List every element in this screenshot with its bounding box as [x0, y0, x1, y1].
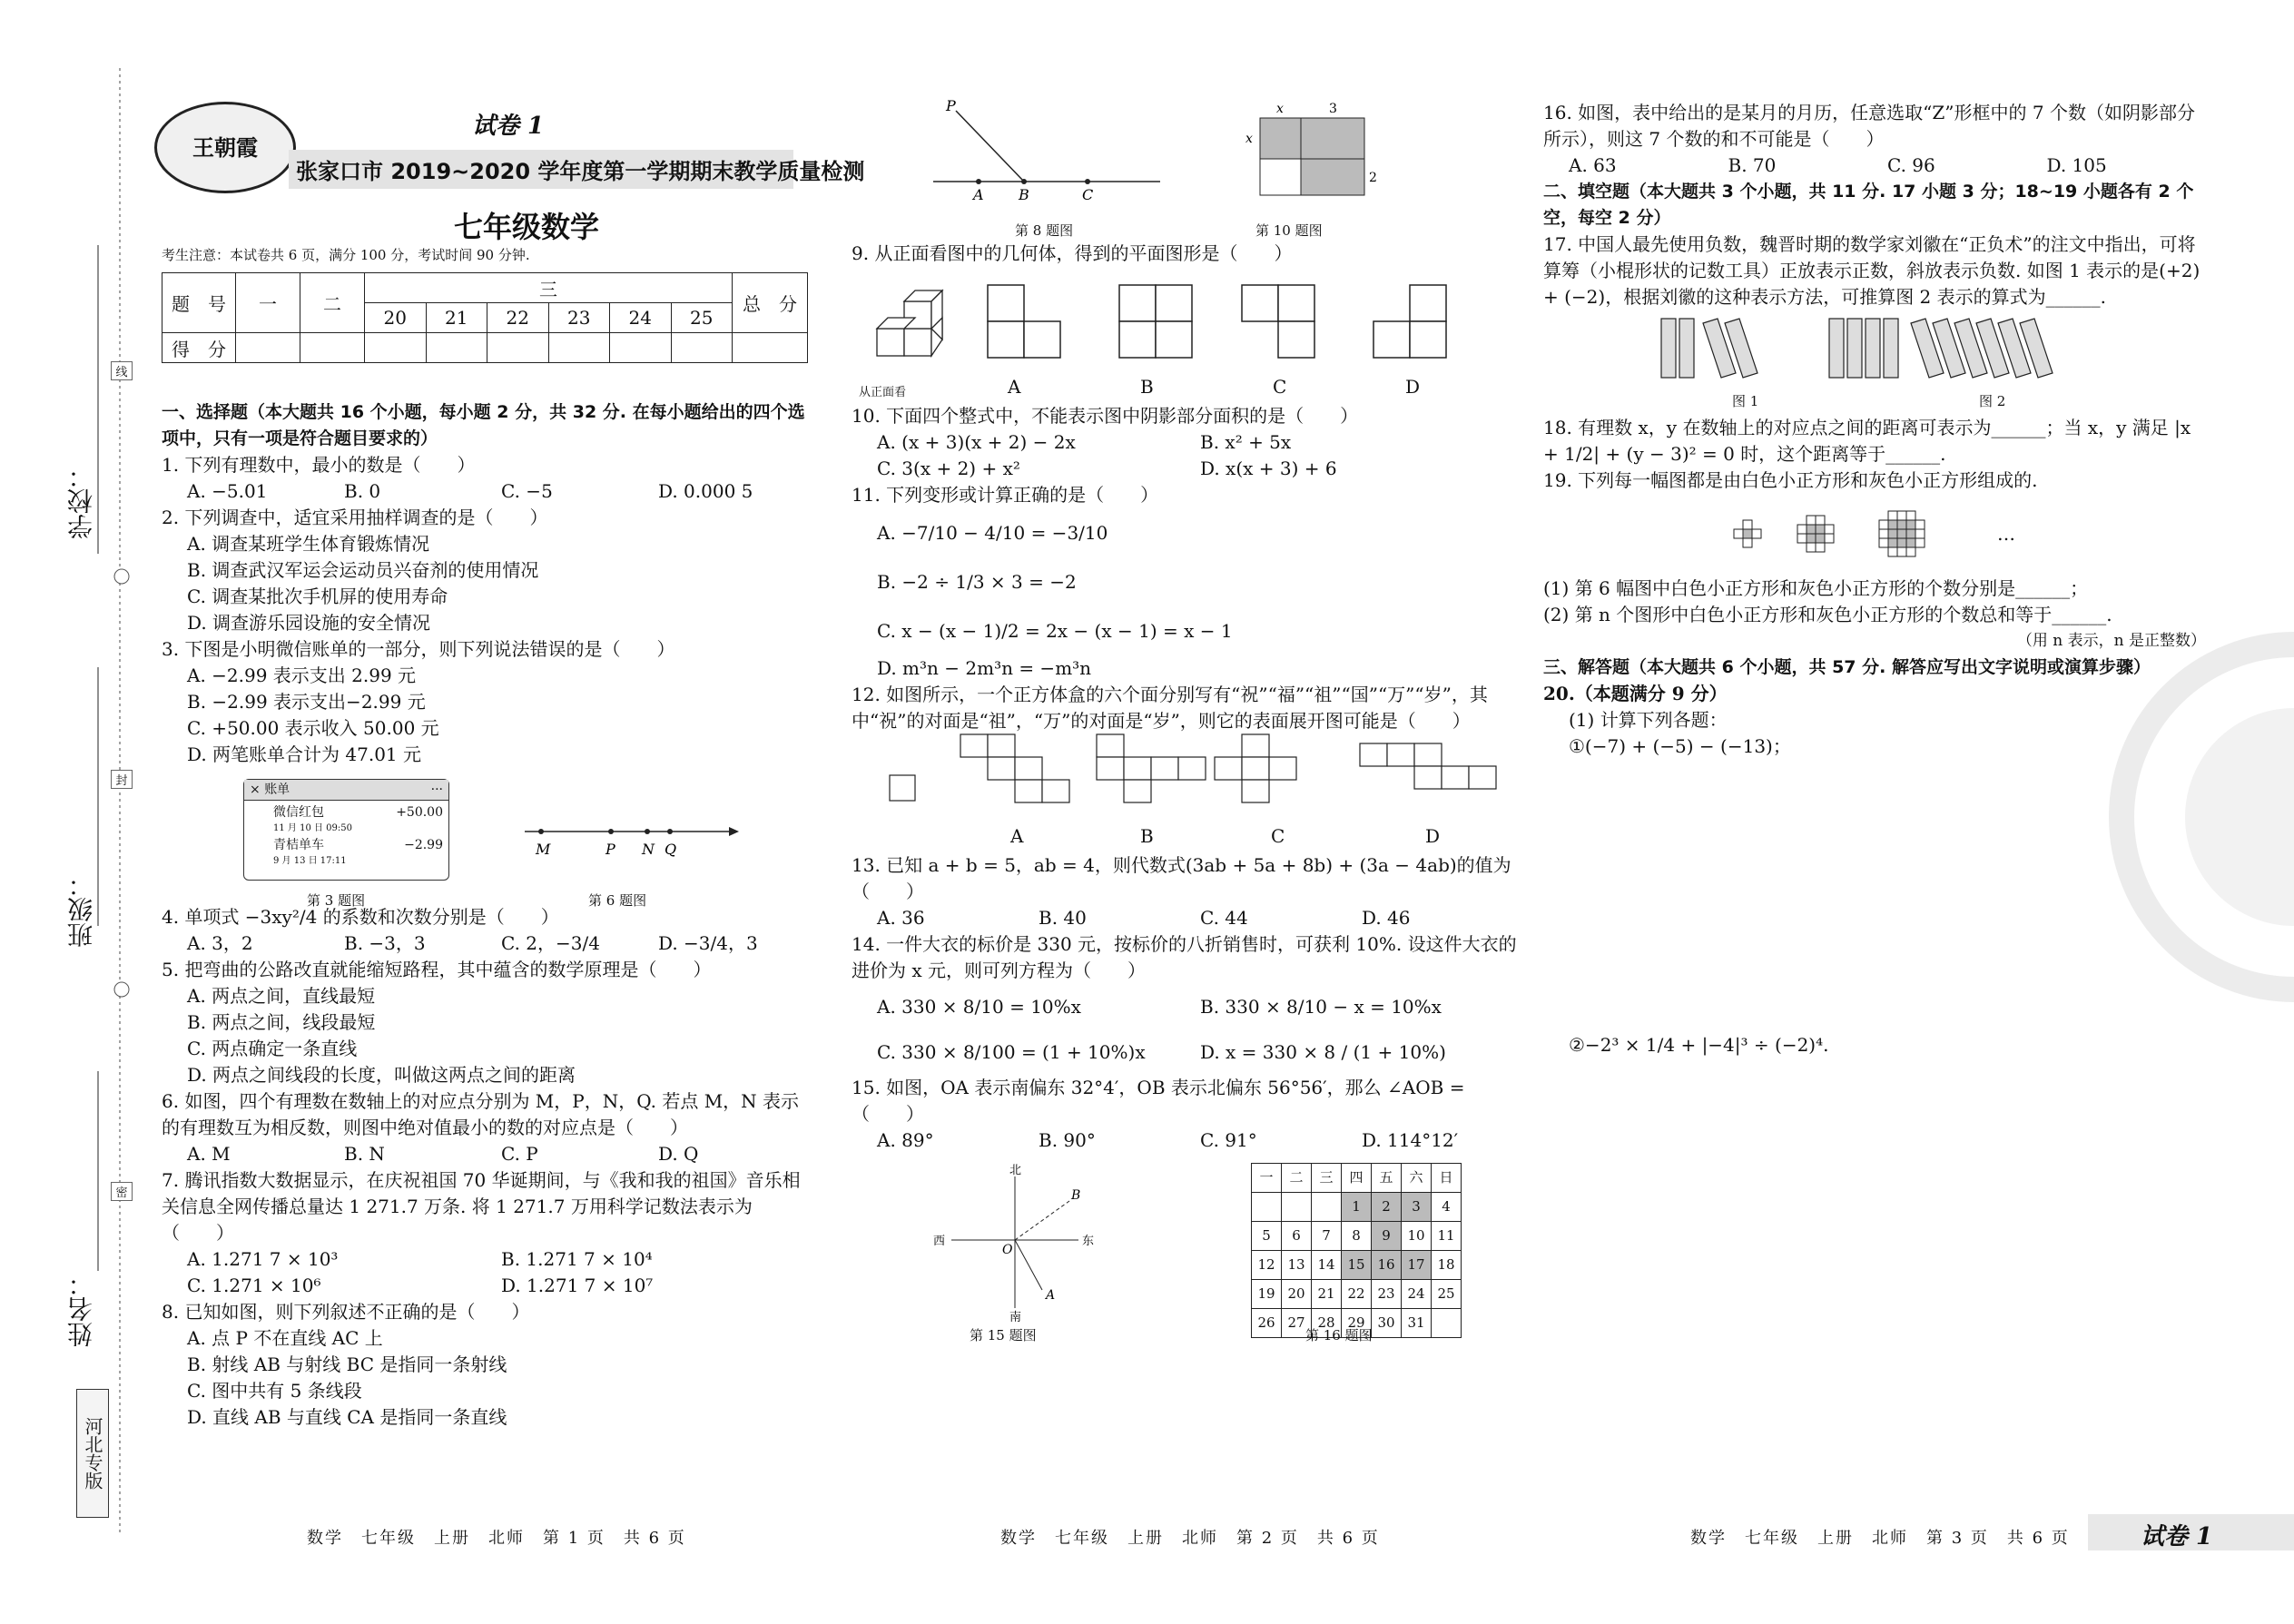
- q7-options: [162, 1273, 815, 1299]
- question-14: 14. 一件大衣的标价是 330 元，按标价的八折销售时，可获利 10%. 设这件大衣的进价为 x 元，则可列方程为（ ）: [852, 933, 1517, 981]
- question-20-part1: (1) 计算下列各题：: [1569, 709, 1728, 731]
- option: B. 调查武汉军运会运动员兴奋剂的使用情况: [187, 559, 539, 581]
- white-square: [1816, 516, 1825, 525]
- q1-options: [162, 478, 815, 505]
- gray-square: [1906, 520, 1915, 529]
- score-header-label: 题 号: [162, 273, 236, 333]
- figures-15-16: [852, 1154, 1523, 1344]
- gray-square: [1816, 534, 1825, 543]
- white-square: [1879, 520, 1888, 529]
- paper-tag-label: 试卷 1: [2141, 1523, 2213, 1550]
- option: D. −3/4，3: [658, 932, 758, 954]
- white-square: [1797, 534, 1807, 543]
- calendar-header-cell: 三: [1312, 1164, 1342, 1193]
- option: A. 1.271 7 × 10³: [187, 1248, 339, 1270]
- score-sub: 25: [671, 303, 733, 333]
- calendar-header-cell: 五: [1372, 1164, 1402, 1193]
- question-19-part1: (1) 第 6 幅图中白色小正方形和灰色小正方形的个数分别是______；: [1543, 577, 2089, 599]
- option: A. 点 P 不在直线 AC 上: [187, 1327, 383, 1349]
- question-1: 1. 下列有理数中，最小的数是（ ）: [162, 454, 476, 476]
- name-label: 姓名：: [66, 1271, 96, 1347]
- binding-margin: [0, 0, 127, 1624]
- dim-label: x: [1276, 102, 1284, 116]
- point-label: N: [642, 841, 655, 858]
- option: B. 330 × 8/10 − x = 10%x: [1200, 996, 1442, 1018]
- caption: 第 10 题图: [1255, 222, 1323, 239]
- square-patterns: [1725, 496, 2088, 572]
- option: A: [1010, 825, 1024, 847]
- white-square: [1915, 529, 1925, 538]
- footer-page-3: 数学 七年级 上册 北师 第 3 页 共 6 页: [1690, 1529, 2070, 1548]
- point-label: O: [1002, 1243, 1013, 1257]
- option: C. 44: [1200, 907, 1248, 929]
- calendar-cell: 8: [1342, 1222, 1372, 1251]
- option: D: [1425, 825, 1441, 847]
- question-20-calc1: ①(−7) + (−5) − (−13)；: [1569, 735, 1791, 757]
- direction-label: 西: [933, 1235, 946, 1248]
- q19-figures: [1543, 494, 2206, 576]
- calendar-row: [1252, 1280, 1462, 1309]
- q15-options: [852, 1127, 1523, 1154]
- score-cell[interactable]: [548, 333, 610, 363]
- score-cell[interactable]: [236, 333, 300, 363]
- option: D. 0.000 5: [658, 480, 753, 502]
- gray-square: [1807, 525, 1816, 534]
- calendar-cell: 3: [1402, 1193, 1432, 1222]
- calendar-cell: 13: [1282, 1251, 1312, 1280]
- q14-options: [852, 984, 1523, 1029]
- q16-options: [1543, 153, 2206, 179]
- option: A. 63: [1569, 154, 1617, 176]
- calendar-cell: 25: [1432, 1280, 1462, 1309]
- option: B: [1140, 825, 1154, 847]
- white-square: [1807, 516, 1816, 525]
- calendar-cell: 2: [1372, 1193, 1402, 1222]
- score-header-3: 三: [365, 273, 733, 303]
- dim-label: 2: [1369, 171, 1377, 185]
- bill-figure: × 账单 ··· 微信红包 +50.00 11 月 10 日 09:50 青桔单车 −2.99 9 月 13 日 17:11: [243, 779, 449, 881]
- binding-lines: [0, 0, 127, 1624]
- option: C. 调查某批次手机屏的使用寿命: [187, 586, 448, 607]
- dim-label: x: [1245, 132, 1253, 146]
- direction-label: 南: [1009, 1311, 1022, 1324]
- calendar-cell: 4: [1432, 1193, 1462, 1222]
- score-header-1: 一: [236, 273, 300, 333]
- white-square: [1879, 538, 1888, 547]
- gray-square: [1743, 529, 1752, 538]
- bill-time: 9 月 13 日 17:11: [273, 856, 347, 866]
- score-sub: 22: [487, 303, 549, 333]
- option: C. −5: [501, 480, 553, 502]
- q10-options: [852, 429, 1523, 456]
- option: D. 直线 AB 与直线 CA 是指同一条直线: [187, 1406, 507, 1428]
- option: B. 两点之间，线段最短: [187, 1011, 376, 1033]
- option: A. 36: [877, 907, 925, 929]
- q9-options-figures: [979, 267, 1541, 367]
- q13-options: [852, 905, 1523, 931]
- q12-nets: [852, 734, 1523, 852]
- score-header-2: 二: [300, 273, 365, 333]
- calendar-cell: 14: [1312, 1251, 1342, 1280]
- direction-label: 北: [1009, 1164, 1022, 1177]
- calendar-cell: 30: [1372, 1309, 1402, 1338]
- figures-3-6: [162, 768, 815, 909]
- option: D. x(x + 3) + 6: [1200, 458, 1337, 479]
- option: D. 两点之间线段的长度，叫做这两点之间的距离: [187, 1064, 576, 1086]
- option: C. x − (x − 1)/2 = 2x − (x − 1) = x − 1: [877, 620, 1233, 642]
- option: B. 1.271 7 × 10⁴: [501, 1248, 653, 1270]
- bill-title: 账单: [264, 782, 290, 797]
- bill-amount: +50.00: [396, 805, 443, 820]
- section-choice: 一、选择题（本大题共 16 个小题，每小题 2 分，共 32 分. 在每小题给出的四个选项中，只有一项是符合题目要求的）: [162, 402, 805, 448]
- white-square: [1734, 529, 1743, 538]
- gray-square: [1888, 538, 1897, 547]
- option: C. 1.271 × 10⁶: [187, 1275, 321, 1296]
- q14-options: [852, 1029, 1523, 1075]
- score-sub: 24: [610, 303, 672, 333]
- option: C: [1273, 376, 1287, 398]
- option: A. −2.99 表示支出 2.99 元: [187, 664, 417, 686]
- score-cell[interactable]: [426, 333, 487, 363]
- white-square: [1906, 547, 1915, 556]
- q17-figures: [1543, 310, 2206, 415]
- option: B. 射线 AB 与射线 BC 是指同一条射线: [187, 1353, 507, 1375]
- counting-rods: [1634, 314, 2142, 396]
- option: D. m³n − 2m³n = −m³n: [877, 657, 1092, 679]
- paper-tag: [2088, 1514, 2294, 1550]
- calendar-row: [1252, 1164, 1462, 1193]
- calendar-cell: 16: [1372, 1251, 1402, 1280]
- score-cell[interactable]: [610, 333, 672, 363]
- option: A. M: [187, 1143, 231, 1165]
- white-square: [1906, 511, 1915, 520]
- option: A: [1008, 376, 1021, 398]
- footer-page-2: 数学 七年级 上册 北师 第 2 页 共 6 页: [1000, 1529, 1380, 1548]
- option: C. 91°: [1200, 1129, 1257, 1151]
- score-cell[interactable]: [487, 333, 549, 363]
- exam-title: 张家口市 2019~2020 学年度第一学期期末教学质量检测: [289, 150, 793, 189]
- footer-page-1: 数学 七年级 上册 北师 第 1 页 共 6 页: [307, 1529, 686, 1548]
- white-square: [1807, 543, 1816, 552]
- white-square: [1897, 511, 1906, 520]
- caption: 第 16 题图: [1305, 1327, 1373, 1343]
- edition-badge: 河北专版: [76, 1389, 109, 1518]
- option: B: [1140, 376, 1154, 398]
- option: A. 调查某班学生体育锻炼情况: [187, 533, 430, 555]
- option: C. +50.00 表示收入 50.00 元: [187, 717, 439, 739]
- option: B. 0: [344, 480, 381, 502]
- calendar-cell: 31: [1402, 1309, 1432, 1338]
- gray-square: [1897, 529, 1906, 538]
- white-square: [1888, 511, 1897, 520]
- option: C. 两点确定一条直线: [187, 1038, 358, 1059]
- score-cell[interactable]: [300, 333, 365, 363]
- point-label: A: [973, 186, 984, 203]
- calendar-cell: 29: [1342, 1309, 1372, 1338]
- calendar-cell: 9: [1372, 1222, 1402, 1251]
- calendar-cell: 22: [1342, 1280, 1372, 1309]
- question-20-calc2: ②−2³ × 1/4 + |−4|³ ÷ (−2)⁴.: [1569, 1034, 1829, 1056]
- calendar-cell: [1312, 1193, 1342, 1222]
- option: D. 1.271 7 × 10⁷: [501, 1275, 654, 1296]
- question-8: 8. 已知如图，则下列叙述不正确的是（ ）: [162, 1301, 530, 1323]
- score-sub: 23: [548, 303, 610, 333]
- direction-label: 东: [1082, 1235, 1095, 1248]
- calendar-cell: 10: [1402, 1222, 1432, 1251]
- section-answer: 三、解答题（本大题共 6 个小题，共 57 分. 解答应写出文字说明或演算步骤）: [1543, 657, 2151, 677]
- white-square: [1915, 538, 1925, 547]
- option: D: [1405, 376, 1421, 398]
- seal-seal: 封: [111, 770, 133, 789]
- logo: 王朝霞: [154, 102, 296, 193]
- score-table: [162, 272, 808, 363]
- calendar-cell: [1252, 1193, 1282, 1222]
- gray-square: [1897, 538, 1906, 547]
- option: B. 70: [1728, 154, 1777, 176]
- option: D. Q: [658, 1143, 699, 1165]
- series-title: 试卷 1: [472, 113, 545, 140]
- white-square: [1816, 543, 1825, 552]
- caption: 第 6 题图: [588, 892, 647, 909]
- point-label: A: [1046, 1288, 1056, 1303]
- q4-options: [162, 930, 815, 957]
- question-13: 13. 已知 a + b = 5，ab = 4，则代数式(3ab + 5a + 8b) + (3a − 4ab)的值为（ ）: [852, 854, 1511, 902]
- white-square: [1879, 529, 1888, 538]
- option: A. 89°: [877, 1129, 934, 1151]
- option: C. 96: [1887, 154, 1935, 176]
- question-16: 16. 如图，表中给出的是某月的月历，任意选取“Z”形框中的 7 个数（如阴影部分所示），则这 7 个数的和不可能是（ ）: [1543, 102, 2195, 150]
- calendar-cell: 15: [1342, 1251, 1372, 1280]
- calendar-cell: 6: [1282, 1222, 1312, 1251]
- white-square: [1888, 547, 1897, 556]
- white-square: [1743, 538, 1752, 547]
- question-7: 7. 腾讯指数大数据显示，在庆祝祖国 70 华诞期间，与《我和我的祖国》音乐相关信息全网传播总量达 1 271.7 万条. 将 1 271.7 万用科学记数法表示为（ ）: [162, 1169, 801, 1244]
- calendar-cell: 5: [1252, 1222, 1282, 1251]
- gray-square: [1888, 520, 1897, 529]
- white-square: [1743, 520, 1752, 529]
- question-9: 9. 从正面看图中的几何体，得到的平面图形是（ ）: [852, 242, 1293, 264]
- bill-time: 11 月 10 日 09:50: [273, 823, 352, 833]
- option: C. P: [501, 1143, 538, 1165]
- option: C: [1271, 825, 1285, 847]
- option: B. x² + 5x: [1200, 431, 1292, 453]
- q12-net-figures: [852, 734, 1523, 830]
- subject-title: 七年级数学: [454, 210, 600, 244]
- calendar-cell: 11: [1432, 1222, 1462, 1251]
- bill-item: 青桔单车: [273, 838, 324, 852]
- option: D. 46: [1362, 907, 1411, 929]
- seal-line: 线: [111, 361, 133, 380]
- calendar-cell: 28: [1312, 1309, 1342, 1338]
- q7-options: [162, 1246, 815, 1273]
- question-11: 11. 下列变形或计算正确的是（ ）: [852, 484, 1159, 506]
- q10-options: [852, 456, 1523, 482]
- seal-secret: 密: [111, 1182, 133, 1201]
- question-6: 6. 如图，四个有理数在数轴上的对应点分别为 M，P，N，Q. 若点 M，N 表示的有理数互为相反数，则图中绝对值最小的数的对应点是（ ）: [162, 1090, 800, 1138]
- option: A. 3，2: [187, 932, 253, 954]
- question-17: 17. 中国人最先使用负数，魏晋时期的数学家刘徽在“正负术”的注文中指出，可将算筹（小棍形状的记数工具）正放表示正数，斜放表示负数. 如图 1 表示的是(+2) + (−2)，根据刘徽的这种表示方法，可推算图 2 表示的算式为______.: [1543, 233, 2200, 308]
- calendar-cell: 24: [1402, 1280, 1432, 1309]
- calendar-cell: 27: [1282, 1309, 1312, 1338]
- gray-square: [1888, 529, 1897, 538]
- white-square: [1897, 547, 1906, 556]
- score-header-total: 总 分: [733, 273, 808, 333]
- question-20: 20.（本题满分 9 分）: [1543, 683, 1728, 704]
- gray-square: [1906, 529, 1915, 538]
- calendar-cell: 21: [1312, 1280, 1342, 1309]
- option: D. 两笔账单合计为 47.01 元: [187, 743, 422, 765]
- question-4: 4. 单项式 −3xy²/4 的系数和次数分别是（ ）: [162, 906, 559, 928]
- calendar-16: [1251, 1163, 1462, 1338]
- bill-item: 微信红包: [273, 805, 324, 820]
- option: B. 90°: [1039, 1129, 1096, 1151]
- point-label: M: [536, 841, 551, 858]
- view-note: 从正面看: [859, 386, 907, 399]
- point-label: B: [1019, 186, 1029, 203]
- calendar-cell: 12: [1252, 1251, 1282, 1280]
- question-2: 2. 下列调查中，适宜采用抽样调查的是（ ）: [162, 507, 548, 528]
- calendar-cell: 26: [1252, 1309, 1282, 1338]
- question-3: 3. 下图是小明微信账单的一部分，则下列说法错误的是（ ）: [162, 638, 675, 660]
- score-cell[interactable]: [671, 333, 733, 363]
- white-square: [1915, 520, 1925, 529]
- ellipsis: …: [1997, 523, 2015, 545]
- calendar-cell: 20: [1282, 1280, 1312, 1309]
- option: D. x = 330 × 8 / (1 + 10%): [1200, 1041, 1446, 1063]
- score-sub: 20: [365, 303, 427, 333]
- option: B. N: [344, 1143, 385, 1165]
- gray-square: [1807, 534, 1816, 543]
- number-line-figure: [525, 813, 743, 868]
- caption: 图 2: [1979, 393, 2006, 409]
- point-label: P: [605, 841, 615, 858]
- calendar-header-cell: 一: [1252, 1164, 1282, 1193]
- calendar-cell: 19: [1252, 1280, 1282, 1309]
- school-label: 学校：: [66, 463, 96, 539]
- score-row-label: 得 分: [162, 333, 236, 363]
- caption: 图 1: [1732, 393, 1759, 409]
- caption: 第 8 题图: [1015, 222, 1074, 239]
- calendar-cell: 17: [1402, 1251, 1432, 1280]
- option: A. 两点之间，直线最短: [187, 985, 376, 1007]
- calendar-cell: 1: [1342, 1193, 1372, 1222]
- caption: 第 3 题图: [307, 892, 366, 909]
- option: B. −2 ÷ 1/3 × 3 = −2: [877, 571, 1077, 593]
- option: C. 2，−3/4: [501, 932, 600, 954]
- white-square: [1797, 525, 1807, 534]
- calendar-header-cell: 二: [1282, 1164, 1312, 1193]
- calendar-row: [1252, 1193, 1462, 1222]
- gray-square: [1816, 525, 1825, 534]
- calendar-cell: [1282, 1193, 1312, 1222]
- point-label: Q: [665, 841, 677, 858]
- q9-figures: [852, 267, 1523, 403]
- gray-square: [1897, 520, 1906, 529]
- option: A. −5.01: [187, 480, 268, 502]
- white-square: [1825, 534, 1834, 543]
- section-fill: 二、填空题（本大题共 3 个小题，共 11 分. 17 小题 3 分；18~19 小题各有 2 个空，每空 2 分）: [1543, 182, 2194, 228]
- option: B. −3，3: [344, 932, 426, 954]
- point-label: C: [1082, 186, 1094, 203]
- column-1: [162, 399, 815, 1431]
- dim-label: 3: [1329, 102, 1337, 116]
- white-square: [1825, 525, 1834, 534]
- q6-options: [162, 1141, 815, 1167]
- gray-square: [1906, 538, 1915, 547]
- option: A. (x + 3)(x + 2) − 2x: [877, 431, 1076, 453]
- point-label: B: [1071, 1188, 1081, 1203]
- question-15: 15. 如图，OA 表示南偏东 32°4′，OB 表示北偏东 56°56′，那么 ∠AOB =（ ）: [852, 1077, 1465, 1125]
- cube-solid: [868, 274, 968, 374]
- score-cell[interactable]: [733, 333, 808, 363]
- bill-amount: −2.99: [404, 838, 443, 852]
- figure-15: [924, 1163, 1106, 1324]
- option: C. 3(x + 2) + x²: [877, 458, 1020, 479]
- score-cell[interactable]: [365, 333, 427, 363]
- option: A. 330 × 8/10 = 10%x: [877, 996, 1081, 1018]
- question-18: 18. 有理数 x，y 在数轴上的对应点之间的距离可表示为______；当 x，y 满足 |x + 1/2| + (y − 3)² = 0 时，这个距离等于______.: [1543, 417, 2191, 465]
- option: B. 40: [1039, 907, 1087, 929]
- figures-8-10: [852, 97, 1523, 241]
- calendar-row: [1252, 1222, 1462, 1251]
- watermark-seal: [2058, 635, 2294, 999]
- calendar-cell: 18: [1432, 1251, 1462, 1280]
- point-label: P: [946, 97, 956, 114]
- calendar-cell: [1432, 1309, 1462, 1338]
- calendar-cell: 23: [1372, 1280, 1402, 1309]
- score-sub: 21: [426, 303, 487, 333]
- question-12: 12. 如图所示，一个正方体盒的六个面分别写有“祝”“福”“祖”“国”“万”“岁”，其中“祝”的对面是“祖”，“万”的对面是“岁”，则它的表面展开图可能是（ ）: [852, 684, 1488, 732]
- figure-10: [1233, 100, 1378, 209]
- option: C. 图中共有 5 条线段: [187, 1380, 362, 1402]
- question-10: 10. 下面四个整式中，不能表示图中阴影部分面积的是（ ）: [852, 405, 1359, 427]
- caption: 第 15 题图: [970, 1327, 1037, 1343]
- question-19-note: （用 n 表示，n 是正整数）: [2016, 632, 2206, 650]
- notice: 考生注意：本试卷共 6 页，满分 100 分，考试时间 90 分钟.: [162, 247, 530, 263]
- calendar-cell: 7: [1312, 1222, 1342, 1251]
- white-square: [1752, 529, 1761, 538]
- option: B. −2.99 表示支出−2.99 元: [187, 691, 426, 713]
- calendar-row: [1252, 1251, 1462, 1280]
- calendar-header-cell: 日: [1432, 1164, 1462, 1193]
- question-5: 5. 把弯曲的公路改直就能缩短路程，其中蕴含的数学原理是（ ）: [162, 959, 712, 980]
- question-19: 19. 下列每一幅图都是由白色小正方形和灰色小正方形组成的.: [1543, 469, 2038, 491]
- class-label: 班级：: [66, 871, 96, 948]
- question-19-part2: (2) 第 n 个图形中白色小正方形和灰色小正方形的个数总和等于______.: [1543, 604, 2112, 625]
- column-2: [852, 97, 1523, 1344]
- calendar-header-cell: 四: [1342, 1164, 1372, 1193]
- option: D. 114°12′: [1362, 1129, 1459, 1151]
- option: A. −7/10 − 4/10 = −3/10: [877, 522, 1108, 544]
- option: D. 调查游乐园设施的安全情况: [187, 612, 431, 634]
- calendar-header-cell: 六: [1402, 1164, 1432, 1193]
- option: D. 105: [2046, 154, 2107, 176]
- option: C. 330 × 8/100 = (1 + 10%)x: [877, 1041, 1146, 1063]
- figure-8: [933, 97, 1206, 203]
